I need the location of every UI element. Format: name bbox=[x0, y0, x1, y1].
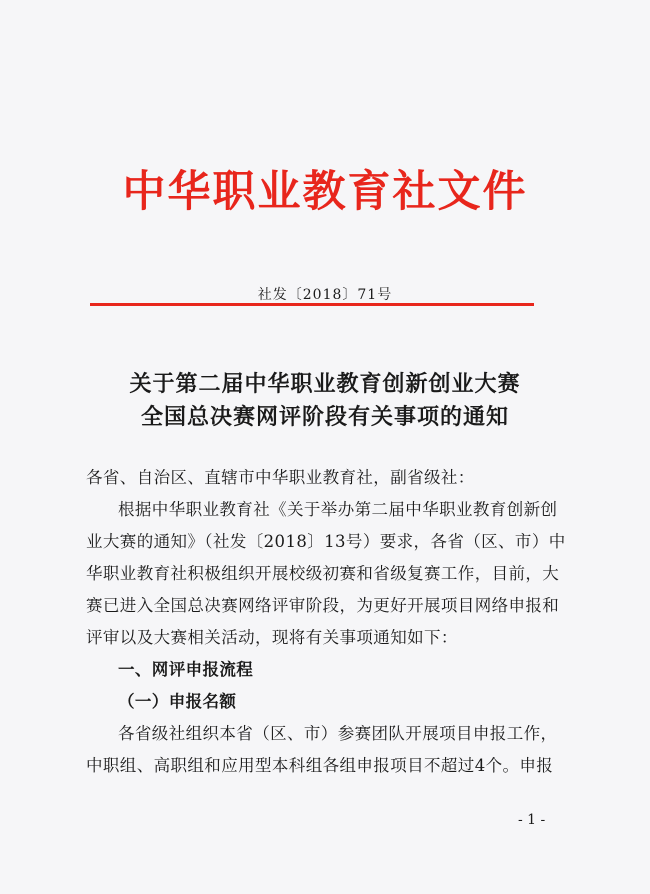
notice-title-line-2: 全国总决赛网评阶段有关事项的通知 bbox=[140, 404, 509, 430]
paragraph-line: 业大赛的通知》（社发〔2018〕13号）要求，各省（区、市）中 bbox=[86, 532, 566, 551]
paragraph-line: 中职组、高职组和应用型本科组各组申报项目不超过4个。申报 bbox=[86, 756, 554, 775]
paragraph-line: 评审以及大赛相关活动，现将有关事项通知如下： bbox=[86, 628, 458, 647]
paragraph-line: 根据中华职业教育社《关于举办第二届中华职业教育创新创 bbox=[118, 500, 558, 519]
page-number: - 1 - bbox=[518, 812, 546, 828]
section-heading-2: （一）申报名额 bbox=[118, 692, 237, 711]
salutation: 各省、自治区、直辖市中华职业教育社，副省级社： bbox=[86, 468, 475, 487]
notice-title-line-1: 关于第二届中华职业教育创新创业大赛 bbox=[129, 371, 521, 397]
red-separator-line bbox=[90, 303, 534, 306]
document-number: 社发〔2018〕71号 bbox=[257, 287, 393, 303]
paragraph-line: 各省级社组织本省（区、市）参赛团队开展项目申报工作， bbox=[118, 724, 558, 743]
masthead-title: 中华职业教育社文件 bbox=[122, 167, 528, 217]
section-heading-1: 一、网评申报流程 bbox=[118, 660, 254, 679]
paragraph-line: 华职业教育社积极组织开展校级初赛和省级复赛工作，目前，大 bbox=[86, 564, 560, 583]
paragraph-line: 赛已进入全国总决赛网络评审阶段，为更好开展项目网络申报和 bbox=[86, 596, 560, 615]
